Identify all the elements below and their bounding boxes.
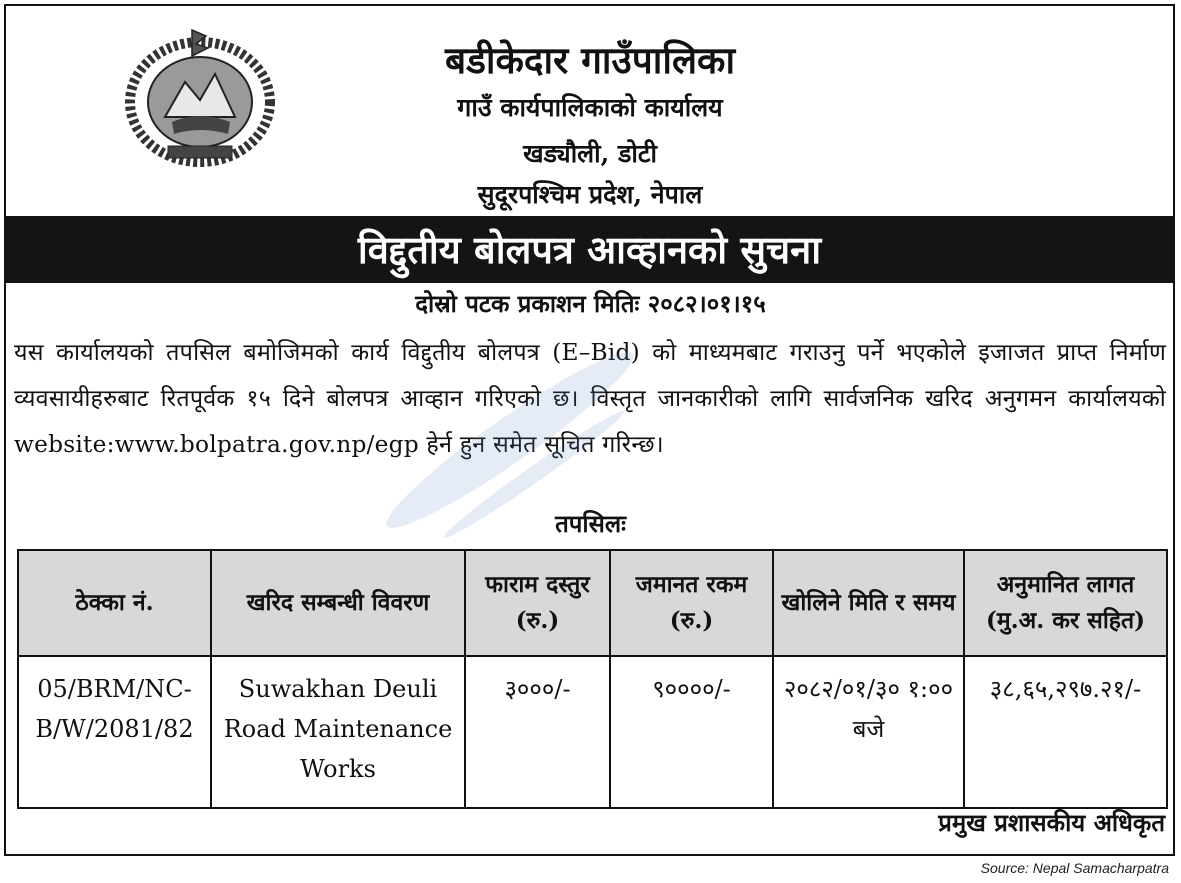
municipality-name: बडीकेदार गाउँपालिका — [444, 38, 736, 82]
source-credit: Source: Nepal Samacharpatra — [980, 860, 1169, 876]
column-header: जमानत रकम (रु.) — [610, 550, 773, 656]
column-header: खोलिने मिति र समय — [773, 550, 964, 656]
table-header-row — [18, 550, 1167, 656]
estimated-cost-cell: ३८,६५,२९७.२१/- — [964, 656, 1167, 808]
column-header: फाराम दस्तुर (रु.) — [465, 550, 610, 656]
notice-title-banner: विद्दुतीय बोलपत्र आव्हानको सुचना — [4, 216, 1175, 283]
province-name: सुदूरपश्चिम प्रदेश, नेपाल — [477, 180, 703, 209]
table-row — [18, 656, 1167, 808]
column-header: खरिद सम्बन्धी विवरण — [211, 550, 465, 656]
bid-details-table — [17, 549, 1168, 809]
opening-date-cell: २०८२/०१/३० १:०० बजे — [773, 656, 964, 808]
form-fee-cell: ३०००/- — [465, 656, 610, 808]
notice-paragraph: यस कार्यालयको तपसिल बमोजिमको कार्य विद्दुतीय बोलपत्र (E–Bid) को माध्यमबाट गराउनु पर्ने भएकोले इजाजत प्राप्त निर्माण व्यवसायीहरुबाट रितपूर्वक १५ दिने बोलपत्र आव्हान गरिएको छ। विस्तृत जानकारीको लागि सार्वजनिक खरिद अनुगमन कार्यालयको website:www.bolpatra.gov.np/egp हेर्न हुन समेत सूचित गरिन्छ। — [14, 339, 1166, 458]
description-cell: Suwakhan Deuli Road Maintenance Works — [211, 656, 465, 808]
signer-title: प्रमुख प्रशासकीय अधिकृत — [938, 808, 1165, 837]
column-header: अनुमानित लागत (मु.अ. कर सहित) — [964, 550, 1167, 656]
office-location: खड्यौली, डोटी — [523, 139, 657, 168]
column-header: ठेक्का नं. — [18, 550, 211, 656]
contract-number-cell: 05/BRM/NC-B/W/2081/82 — [18, 656, 211, 808]
office-name: गाउँ कार्यपालिकाको कार्यालय — [457, 93, 723, 122]
details-heading: तपसिलः — [555, 509, 626, 538]
bid-security-cell: ९००००/- — [610, 656, 773, 808]
publication-date: दोस्रो पटक प्रकाशन मितिः २०८२।०१।१५ — [415, 289, 766, 318]
